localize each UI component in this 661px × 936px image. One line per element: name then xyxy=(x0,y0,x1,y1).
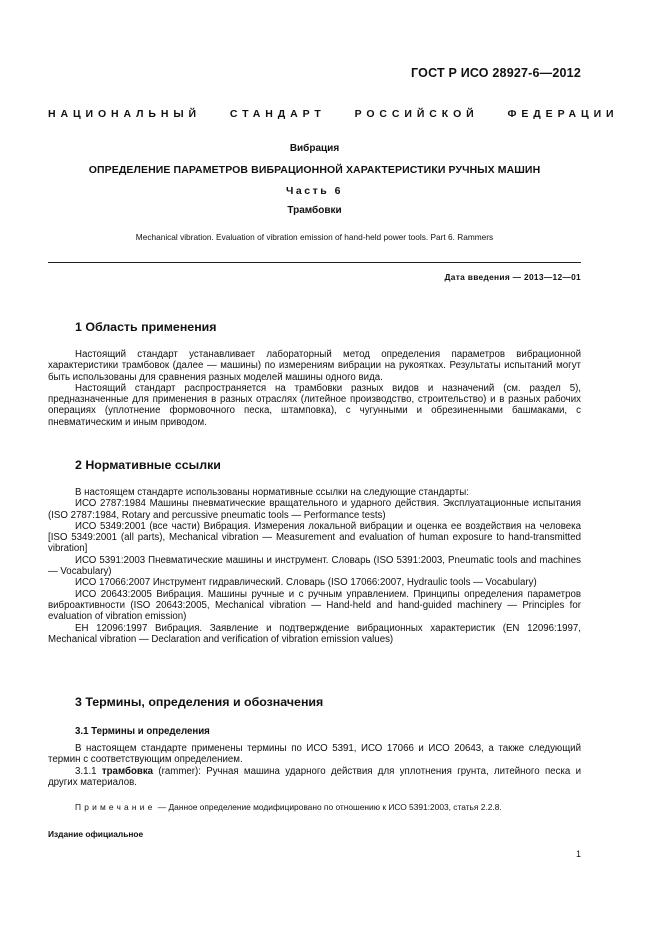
page-number: 1 xyxy=(575,849,581,859)
banner-word: ФЕДЕРАЦИИ xyxy=(507,108,619,120)
reference-item: ИСО 17066:2007 Инструмент гидравлический. Словарь (ISO 17066:2007, Hydraulic tools — Vocabulary) xyxy=(75,577,537,589)
section-1-heading: 1 Область применения xyxy=(75,320,217,334)
note xyxy=(75,802,581,812)
title-main: ОПРЕДЕЛЕНИЕ ПАРАМЕТРОВ ВИБРАЦИОННОЙ ХАРАКТЕРИСТИКИ РУЧНЫХ МАШИН xyxy=(88,164,541,176)
paragraph: Настоящий стандарт распространяется на трамбовки разных видов и назначений (см. раздел 5), предназначенные для применения в разных отраслях (литейное производство, строительство) и в разных рабочих операциях (уплотнение формовочного песка, штамповка), с чугунными и обрезиненными башмаками, с пневматическим и иным приводом. xyxy=(48,382,581,428)
section-2-body xyxy=(48,487,581,645)
title-english: Mechanical vibration. Evaluation of vibration emission of hand-held power tools. Part 6. Rammers xyxy=(135,232,494,242)
section-2-heading: 2 Нормативные ссылки xyxy=(75,458,221,472)
introduction-date: Дата введения — 2013—12—01 xyxy=(444,272,581,282)
national-standard-banner xyxy=(48,108,619,120)
paragraph: В настоящем стандарте применены термины по ИСО 5391, ИСО 17066 и ИСО 20643, а также следующий термин с соответствующим определением. xyxy=(48,743,581,766)
title-part-name: Трамбовки xyxy=(287,205,342,216)
note-label: Примечание xyxy=(75,802,156,812)
title-divider xyxy=(48,262,581,263)
term-definition xyxy=(48,766,581,789)
reference-item: ИСО 5349:2001 (все части) Вибрация. Измерения локальной вибрации и оценка ее воздействия на человека [ISO 5349:2001 (all parts), Mechanical vibration — Measurement and evaluation of human exposure to hand-transmitted vibration] xyxy=(48,520,581,555)
section-3-heading: 3 Термины, определения и обозначения xyxy=(75,695,324,709)
paragraph: В настоящем стандарте использованы нормативные ссылки на следующие стандарты: xyxy=(75,487,469,498)
section-3-body xyxy=(48,743,581,788)
term-definition-text: (rammer): Ручная машина ударного действия для уплотнения грунта, литейного песка и других материалов. xyxy=(48,765,581,788)
term: трамбовка xyxy=(101,765,154,777)
edition-label: Издание официальное xyxy=(48,829,144,839)
title-part: Часть 6 xyxy=(286,185,343,197)
reference-item: ИСО 2787:1984 Машины пневматические вращательного и ударного действия. Эксплуатационные испытания (ISO 2787:1984, Rotary and percussive pneumatic tools — Performance tests) xyxy=(48,498,581,521)
reference-item: ИСО 5391:2003 Пневматические машины и инструмент. Словарь (ISO 5391:2003, Pneumatic tools and machines — Vocabulary) xyxy=(48,554,581,578)
banner-word: НАЦИОНАЛЬНЫЙ xyxy=(48,108,201,120)
term-number: 3.1.1 xyxy=(75,765,97,777)
section-1-body xyxy=(48,349,581,428)
gost-number: ГОСТ Р ИСО 28927-6—2012 xyxy=(411,66,581,80)
reference-item: ЕН 12096:1997 Вибрация. Заявление и подтверждение вибрационных характеристик (EN 12096:1997, Mechanical vibration — Declaration and verification of vibration emission values) xyxy=(48,622,581,645)
title-subject: Вибрация xyxy=(289,143,340,154)
banner-word: СТАНДАРТ xyxy=(229,108,326,120)
paragraph: Настоящий стандарт устанавливает лабораторный метод определения параметров вибрационной характеристики трамбовок (далее — машины) по измерениям вибрации на рукоятках. Результаты испытаний могут быть использованы для сравнения разных моделей машины одного вида. xyxy=(48,349,581,383)
note-text: — Данное определение модифицировано по отношению к ИСО 5391:2003, статья 2.2.8. xyxy=(155,802,502,812)
banner-word: РОССИЙСКОЙ xyxy=(354,108,479,120)
reference-item: ИСО 20643:2005 Вибрация. Машины ручные и с ручным управлением. Принципы определения параметров виброактивности (ISO 20643:2005, Mechanical vibration — Hand-held and hand-guided machinery — Principles for evaluation of vibration emission) xyxy=(48,588,581,623)
subsection-3-1-heading: 3.1 Термины и определения xyxy=(75,726,210,737)
